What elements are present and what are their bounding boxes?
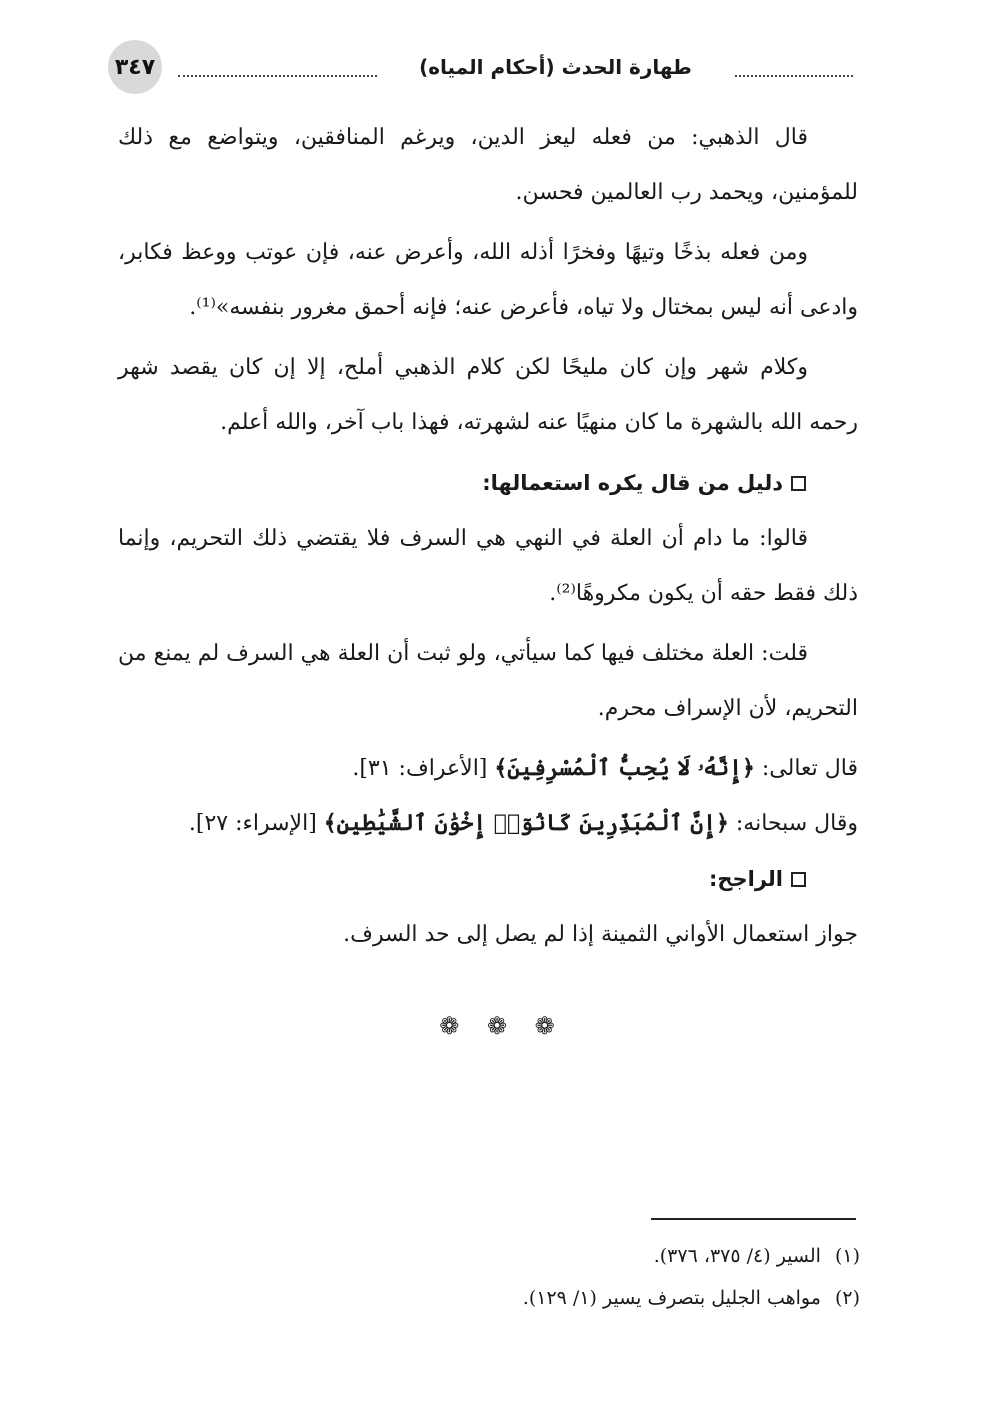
footnotes — [300, 1235, 860, 1319]
page-header — [108, 40, 853, 96]
section-end-ornament: ❁ ❁ ❁ — [439, 1012, 565, 1040]
quran-verse: ﴿إِنَّهُۥ لَا يُحِبُّ ٱلْمُسْرِفِينَ﴾ — [494, 755, 755, 781]
page-body — [118, 110, 858, 962]
footnote-1 — [300, 1235, 860, 1277]
footnote-number: (١) — [834, 1245, 860, 1267]
footnote-2 — [300, 1277, 860, 1319]
running-title: طهارة الحدث (أحكام المياه) — [378, 52, 733, 82]
paragraph-qultu: قلت: العلة مختلف فيها كما سيأتي، ولو ثبت أن العلة هي السرف لم يمنع من التحريم، لأن الإسراف محرم. — [118, 641, 858, 721]
verse-line-isra — [118, 796, 858, 851]
verse-reference: [الإسراء: ٢٧]. — [188, 811, 324, 836]
verse-intro: قال تعالى: — [754, 756, 858, 781]
paragraph-conclusion: جواز استعمال الأواني الثمينة إذا لم يصل إلى حد السرف. — [343, 922, 858, 947]
quran-verse: ﴿إِنَّ ٱلْمُبَذِّرِينَ كَانُوٓا۟ إِخْوَٰنَ ٱلشَّيَٰطِينِ﴾ — [323, 810, 729, 836]
verse-intro: وقال سبحانه: — [728, 811, 858, 836]
paragraph-qalu: قالوا: ما دام أن العلة في النهي هي السرف فلا يقتضي ذلك التحريم، وإنما ذلك فقط حقه أن يكون مكروهًا⁽²⁾. — [118, 526, 858, 606]
verse-reference: [الأعراف: ٣١]. — [352, 756, 495, 781]
checkbox-square-icon — [791, 872, 806, 887]
footnote-separator — [651, 1218, 856, 1220]
section-heading-makruh — [118, 455, 858, 511]
checkbox-square-icon — [791, 476, 806, 491]
footnote-text: مواهب الجليل بتصرف يسير (١/ ١٢٩). — [522, 1287, 821, 1309]
verse-line-araf — [118, 741, 858, 796]
paragraph-shahr: وكلام شهر وإن كان مليحًا لكن كلام الذهبي أملح، إلا إن كان يقصد شهر رحمه الله بالشهرة ما كان منهيًا عنه لشهرته، فهذا باب آخر، والله أعلم. — [118, 355, 858, 435]
section-heading-rajih-text: الراجح: — [708, 867, 783, 891]
paragraph-dhahabi-1: قال الذهبي: من فعله ليعز الدين، ويرغم المنافقين، ويتواضع مع ذلك للمؤمنين، ويحمد رب العالمين فحسن. — [118, 125, 858, 205]
page-number: ٣٤٧ — [108, 40, 162, 94]
section-heading-makruh-text: دليل من قال يكره استعمالها: — [482, 471, 783, 495]
footnote-text: السير (٤/ ٣٧٥، ٣٧٦). — [653, 1245, 821, 1267]
paragraph-dhahabi-2: ومن فعله بذخًا وتيهًا وفخرًا أذله الله، وأعرض عنه، فإن عوتب ووعظ فكابر، وادعى أنه ليس بمختال ولا تياه، فأعرض عنه؛ فإنه أحمق مغرور بنفسه»⁽¹⁾. — [118, 240, 858, 320]
footnote-number: (٢) — [834, 1287, 860, 1309]
section-heading-rajih — [118, 851, 858, 907]
